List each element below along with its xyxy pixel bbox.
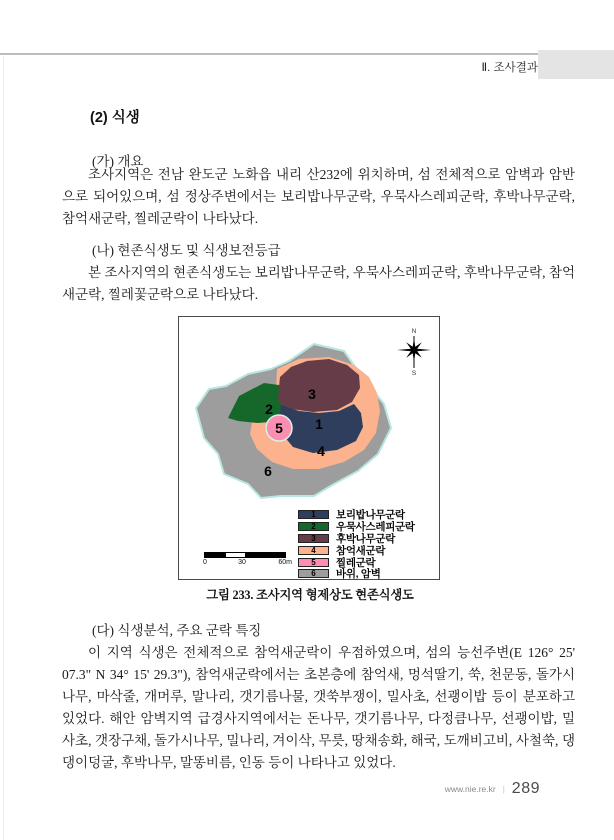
legend-swatch-6 [298, 569, 329, 578]
subsection-heading-b: (나) 현존식생도 및 식생보전등급 [92, 243, 281, 258]
header-divider [0, 53, 538, 55]
legend-number: 5 [311, 557, 316, 567]
page-edge-line [3, 56, 4, 840]
map-zone-number-1: 1 [315, 416, 323, 432]
legend-swatch-1 [298, 510, 329, 519]
legend-label: 바위, 암벽 [336, 568, 381, 581]
scale-tick-30: 30 [238, 559, 246, 566]
map-zone-number-5: 5 [275, 420, 283, 436]
legend-label: 우묵사스레피군락 [336, 521, 415, 534]
legend-label: 찔레군락 [336, 556, 376, 569]
section-title: (2) 식생 [90, 110, 140, 126]
paragraph-analysis: 이 지역 식생은 전체적으로 참억새군락이 우점하였으며, 섬의 능선주변(E 126° 25' 07.3" N 34° 15' 29.3"), 참억새군락에서는 초본층에 참억새, 멍석딸기, 쑥, 천문동, 돌가시나무, 마삭줄, 개머루, 말나리, 갯기름나물, 갯쑥부쟁이, 밀사초, 선괭이밥 등이 분포하고 있었다. 해안 암벽지역 급경사지역에서는 돈나무, 갯기름나무, 다정큼나무, 선괭이밥, 밀사초, 갯장구채, 돌가시나무, 밀나리, 겨이삭, 무릇, 땅채송화, 해국, 도깨비고비, 사철쑥, 댕댕이덩굴, 후박나무, 말똥비름, 인동 등이 나타나고 있었다. [62, 645, 575, 770]
map-zone-number-6: 6 [264, 463, 272, 479]
page-footer [0, 780, 540, 798]
legend-label: 참억새군락 [336, 544, 386, 557]
vegetation-map-figure [178, 316, 440, 580]
legend-number: 3 [311, 533, 316, 543]
subsection-heading-a: (가) 개요 [92, 154, 144, 169]
legend-label: 보리밥나무군락 [336, 509, 405, 522]
legend-row [298, 568, 415, 580]
scale-tick-60: 60m [278, 559, 292, 566]
paragraph-overview: 조사지역은 전남 완도군 노화읍 내리 산232에 위치하며, 섬 전체적으로 암벽과 암반으로 되어있으며, 섬 정상주변에서는 보리밥나무군락, 우묵사스레피군락, 후박나무군락, 참억새군락, 찔레군락이 나타났다. [62, 167, 575, 226]
scale-bar [204, 552, 304, 569]
header-section-label: Ⅱ. 조사결과 [481, 62, 538, 74]
map-zone-number-3: 3 [308, 386, 316, 402]
legend-number: 6 [311, 569, 316, 579]
footer-separator: | [502, 784, 505, 794]
legend-number: 1 [311, 510, 316, 520]
paragraph-vegetation-map: 본 조사지역의 현존식생도는 보리밥나무군락, 우묵사스레피군락, 후박나무군락, 참억새군락, 찔레꽃군락으로 나타났다. [62, 265, 575, 302]
figure-caption: 그림 233. 조사지역 형제상도 현존식생도 [206, 588, 414, 602]
scale-bar-white-segment [226, 553, 245, 557]
legend-swatch-3 [298, 534, 329, 543]
scale-bar-strip [204, 552, 286, 558]
scale-bar-ticks [204, 559, 304, 569]
compass-icon [397, 328, 431, 377]
chapter-side-tab [538, 50, 614, 79]
compass-south-label: S [411, 370, 417, 377]
map-zone-number-4: 4 [317, 443, 325, 459]
footer-site-url: www.nie.re.kr [444, 784, 496, 794]
map-zone-number-2: 2 [265, 401, 273, 417]
legend-number: 4 [311, 545, 316, 555]
map-legend [298, 509, 415, 580]
legend-label: 후박나무군락 [336, 533, 396, 545]
scale-tick-0: 0 [203, 559, 207, 566]
subsection-heading-c: (다) 식생분석, 주요 군락 특징 [92, 623, 262, 638]
legend-swatch-2 [298, 522, 329, 531]
footer-page-number: 289 [511, 780, 540, 797]
legend-number: 2 [311, 522, 316, 532]
compass-north-label: N [411, 328, 417, 335]
